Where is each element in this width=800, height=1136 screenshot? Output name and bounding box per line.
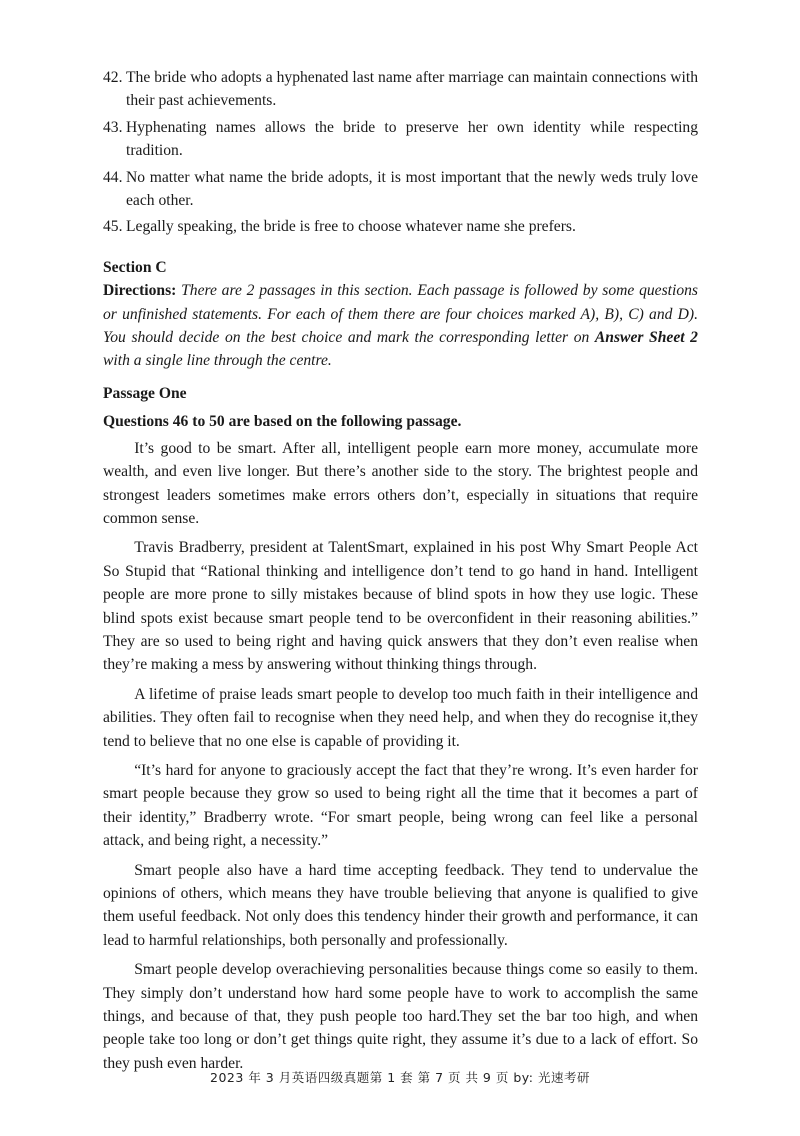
question-number: 44.	[103, 168, 123, 186]
directions-answer-sheet: Answer Sheet 2	[594, 329, 698, 347]
question-number: 42.	[103, 69, 123, 86]
passage-paragraph: It’s good to be smart. After all, intelligent people earn more money, accumulate more wealth, and even live longer. But there’s another side to the story. The brightest people and strongest leaders sometimes make errors others don’t, especially in situations that require common sense.	[103, 439, 698, 527]
passage-paragraph: A lifetime of praise leads smart people to develop too much faith in their intelligence and abilities. They often fail to recognise when they need help, and when they do recognise it,they tend to believe that no one else is capable of providing it.	[103, 685, 698, 750]
page-footer: 2023 年 3 月英语四级真题第 1 套 第 7 页 共 9 页 by: 光速考研	[210, 1070, 590, 1085]
passage-paragraph: Smart people also have a hard time accepting feedback. They tend to undervalue the opinions of others, which means they have trouble believing that anyone is qualified to give them useful feedback. Not only does this tendency hinder their growth and performance, it can lead to harmful relationships, both personally and professionally.	[103, 861, 698, 949]
question-number: 45.	[103, 218, 123, 236]
question-list	[103, 66, 698, 239]
passage-intro: Questions 46 to 50 are based on the following passage.	[103, 413, 462, 431]
document-page	[103, 66, 698, 1081]
question-text: Hyphenating names allows the bride to preserve her own identity while respecting tradition.	[126, 118, 698, 160]
passage-body	[103, 437, 698, 1076]
section-directions	[103, 279, 698, 373]
question-item-45	[103, 215, 698, 238]
question-text: Legally speaking, the bride is free to choose whatever name she prefers.	[126, 218, 576, 236]
question-text: No matter what name the bride adopts, it is most important that the newly weds truly love each other.	[126, 168, 698, 210]
question-item-44	[103, 166, 698, 213]
directions-text: There are 2 passages in this section. Each passage is followed by some questions or unfinished statements. For each of them there are four choices marked A), B), C) and D). You should decide on the best choice and mark the corresponding letter on	[103, 282, 698, 347]
question-item-42	[103, 66, 698, 113]
passage-paragraph: “It’s hard for anyone to graciously accept the fact that they’re wrong. It’s even harder for smart people because they grow so used to being right all the time that it becomes a part of their identity,” Bradberry wrote. “For smart people, being wrong can feel like a personal attack, and being right, a necessity.”	[103, 761, 698, 850]
section-title: Section C	[103, 258, 167, 276]
passage-paragraph: Travis Bradberry, president at TalentSmart, explained in his post Why Smart People Act So Stupid that “Rational thinking and intelligence don’t tend to go hand in hand. Intelligent people are more prone to silly mistakes because of blind spots in how they use logic. These blind spots exist because smart people tend to be overconfident in their reasoning abilities.” They are so used to being right and having quick answers that they don’t even realise when they’re making a mess by answering without thinking things through.	[103, 539, 698, 674]
passage-title: Passage One	[103, 384, 187, 402]
directions-tail: with a single line through the centre.	[103, 352, 332, 370]
directions-label: Directions:	[103, 282, 177, 300]
passage-paragraph: Smart people develop overachieving personalities because things come so easily to them. They simply don’t understand how hard some people have to work to accomplish the same things, and because of that, they push people too hard.They set the bar too high, and when people take too long or don’t get things quite right, they assume it’s due to a lack of effort. So they push even harder.	[103, 961, 698, 1072]
question-number: 43.	[103, 118, 123, 136]
question-text: The bride who adopts a hyphenated last name after marriage can maintain connections with their past achievements.	[126, 69, 698, 110]
question-item-43	[103, 116, 698, 163]
